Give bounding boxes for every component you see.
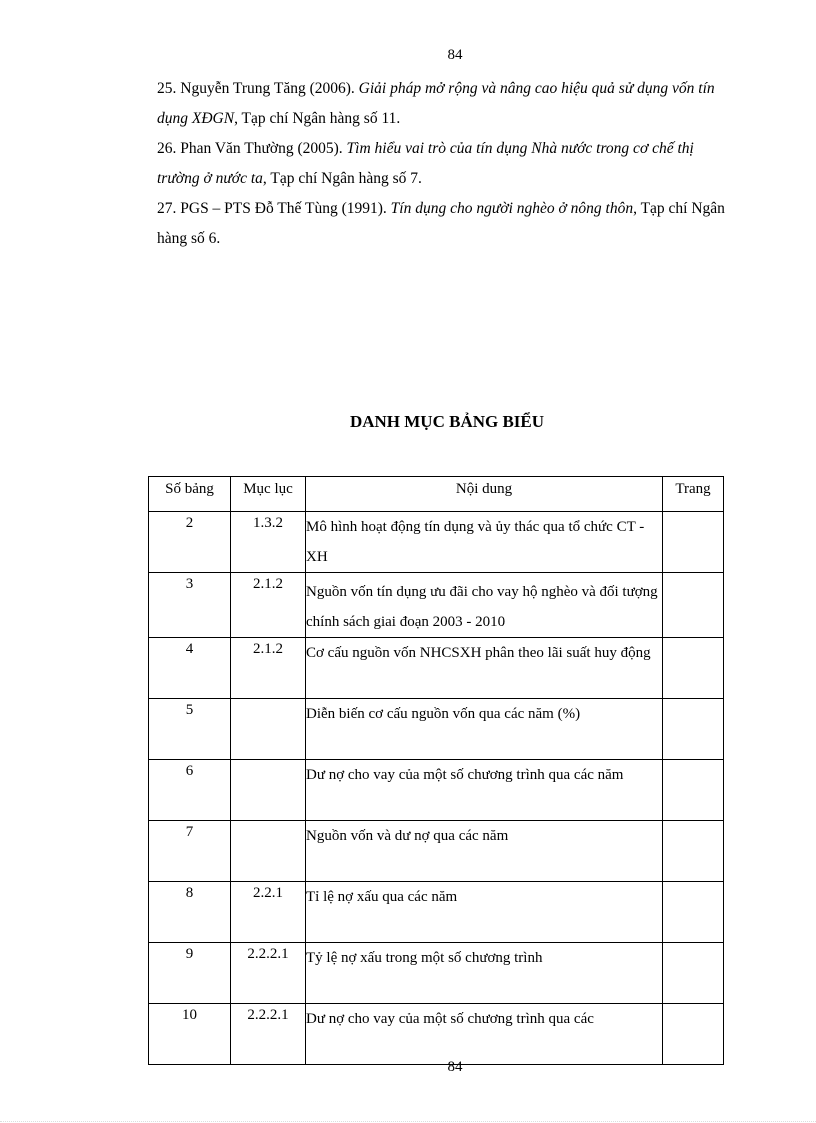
cell-section: 1.3.2 (231, 512, 306, 573)
cell-section: 2.2.2.1 (231, 1004, 306, 1065)
table-header-row (149, 477, 724, 512)
reference-title: Tín dụng cho người nghèo ở nông thôn (390, 200, 634, 217)
cell-content: Dư nợ cho vay của một số chương trình qua các (306, 1004, 663, 1065)
cell-content: Nguồn vốn tín dụng ưu đãi cho vay hộ nghèo và đối tượng chính sách giai đoạn 2003 - 2010 (306, 573, 663, 638)
reference-author-year: 26. Phan Văn Thường (2005). (157, 140, 347, 157)
reference-title: Giải pháp mở rộng và nâng cao hiệu quả sử dụng vốn tín dụng XĐGN (157, 80, 715, 127)
header-section: Mục lục (231, 477, 306, 512)
header-content: Nội dung (306, 477, 663, 512)
header-page: Trang (663, 477, 724, 512)
cell-section: 2.2.2.1 (231, 943, 306, 1004)
table-row (149, 1004, 724, 1065)
reference-item (157, 194, 737, 254)
cell-table-number: 7 (149, 821, 231, 882)
cell-section: 2.2.1 (231, 882, 306, 943)
table-row (149, 821, 724, 882)
cell-table-number: 9 (149, 943, 231, 1004)
section-title: DANH MỤC BẢNG BIỂU (349, 412, 545, 431)
reference-item (157, 74, 737, 134)
cell-content: Diễn biến cơ cấu nguồn vốn qua các năm (%) (306, 699, 663, 760)
table-row (149, 699, 724, 760)
reference-item (157, 134, 737, 194)
references-list (157, 74, 737, 254)
cell-content: Dư nợ cho vay của một số chương trình qua các năm (306, 760, 663, 821)
table-row (149, 760, 724, 821)
reference-author-year: 27. PGS – PTS Đỗ Thế Tùng (1991). (157, 200, 391, 217)
cell-table-number: 8 (149, 882, 231, 943)
cell-section (231, 699, 306, 760)
cell-table-number: 5 (149, 699, 231, 760)
cell-page (663, 573, 724, 638)
cell-page (663, 638, 724, 699)
tables-index (148, 476, 724, 1065)
cell-content: Tỷ lệ nợ xấu trong một số chương trình (306, 943, 663, 1004)
cell-table-number: 4 (149, 638, 231, 699)
cell-section (231, 821, 306, 882)
table-row (149, 573, 724, 638)
cell-page (663, 512, 724, 573)
cell-section: 2.1.2 (231, 573, 306, 638)
cell-page (663, 699, 724, 760)
cell-table-number: 10 (149, 1004, 231, 1065)
reference-title: Tìm hiểu vai trò của tín dụng Nhà nước trong cơ chế thị trường ở nước ta (157, 140, 694, 187)
cell-page (663, 943, 724, 1004)
table-row (149, 943, 724, 1004)
page-bottom-divider (0, 1121, 816, 1122)
cell-content: Nguồn vốn và dư nợ qua các năm (306, 821, 663, 882)
cell-table-number: 6 (149, 760, 231, 821)
header-table-number: Số bảng (149, 477, 231, 512)
cell-table-number: 3 (149, 573, 231, 638)
page-number-bottom: 84 (447, 1059, 463, 1075)
reference-author-year: 25. Nguyễn Trung Tăng (2006). (157, 80, 359, 97)
cell-content: Mô hình hoạt động tín dụng và ủy thác qua tổ chức CT - XH (306, 512, 663, 573)
cell-content: Tỉ lệ nợ xấu qua các năm (306, 882, 663, 943)
cell-section (231, 760, 306, 821)
table-row (149, 638, 724, 699)
table-row (149, 882, 724, 943)
cell-content: Cơ cấu nguồn vốn NHCSXH phân theo lãi suất huy động (306, 638, 663, 699)
reference-source: , Tạp chí Ngân hàng số 7. (262, 170, 422, 187)
page-number-top: 84 (447, 47, 463, 63)
cell-table-number: 2 (149, 512, 231, 573)
cell-page (663, 760, 724, 821)
cell-page (663, 821, 724, 882)
cell-section: 2.1.2 (231, 638, 306, 699)
reference-source: , Tạp chí Ngân hàng số 6. (157, 200, 725, 247)
table-row (149, 512, 724, 573)
cell-page (663, 1004, 724, 1065)
cell-page (663, 882, 724, 943)
reference-source: , Tạp chí Ngân hàng số 11. (234, 110, 401, 127)
